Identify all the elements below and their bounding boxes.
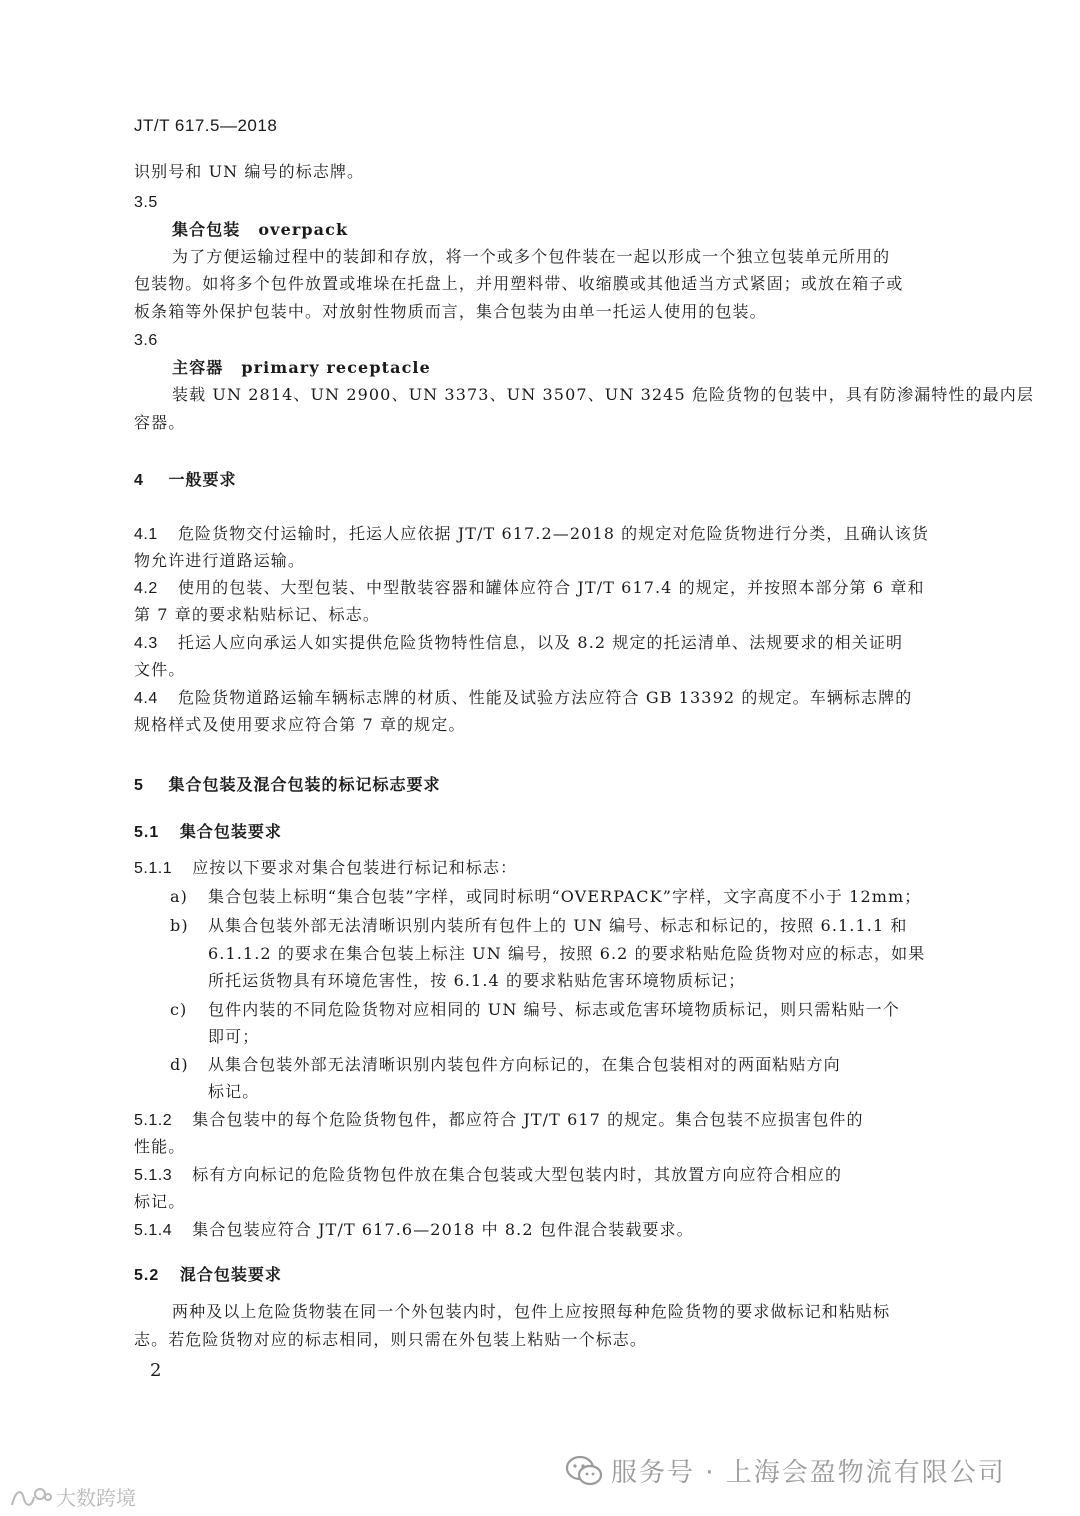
clause-line [134, 1163, 842, 1188]
text-line: 即可； [208, 1027, 260, 1046]
section-number: 4 [134, 472, 144, 489]
section-title: 集合包装要求 [179, 822, 282, 841]
list-marker: b) [170, 916, 189, 935]
text-line: 志。若危险货物对应的标志相同，则只需在外包装上粘贴一个标志。 [134, 1330, 648, 1349]
term-english: primary receptacle [241, 358, 431, 377]
clause-text: 集合包装应符合 JT/T 617.6—2018 中 8.2 包件混合装载要求。 [192, 1220, 694, 1239]
clause-text: 应按以下要求对集合包装进行标记和标志： [192, 858, 518, 877]
text-line: 板条箱等外保护包装中。对放射性物质而言，集合包装为由单一托运人使用的包装。 [134, 302, 767, 321]
list-item [170, 914, 908, 938]
clause-number: 5.1.1 [134, 860, 173, 877]
section-number: 5 [134, 777, 144, 794]
term-title [172, 218, 348, 242]
clause-text: 集合包装中的每个危险货物包件，都应符合 JT/T 617 的规定。集合包装不应损害包件的 [192, 1110, 864, 1129]
clause-number: 3.5 [134, 194, 158, 211]
section-title: 集合包装及混合包装的标记标志要求 [168, 775, 441, 794]
clause-number: 4.4 [134, 690, 158, 707]
list-marker: d) [170, 1055, 189, 1074]
text-line: 两种及以上危险货物装在同一个外包装内时，包件上应按照每种危险货物的要求做标记和粘贴标 [172, 1302, 891, 1321]
list-marker: c) [170, 1000, 188, 1019]
text-line: 标记。 [134, 1192, 186, 1211]
subsection-heading [134, 819, 282, 842]
standard-code: JT/T 617.5—2018 [134, 116, 278, 135]
text-line: 为了方便运输过程中的装卸和存放，将一个或多个包件装在一起以形成一个独立包装单元所用的 [172, 247, 891, 266]
text-line: 文件。 [134, 660, 186, 679]
brand-logo-icon [8, 1485, 52, 1509]
text-line: 物允许进行道路运输。 [134, 551, 306, 570]
section-title: 混合包装要求 [179, 1265, 282, 1284]
section-title: 一般要求 [168, 470, 237, 489]
clause-number: 4.2 [134, 580, 158, 597]
text-line: 第 7 章的要求粘贴标记、标志。 [134, 605, 380, 624]
section-number: 5.2 [134, 1267, 160, 1284]
text-line: 包装物。如将多个包件放置或堆垛在托盘上，并用塑料带、收缩膜或其他适当方式紧固；或放在箱子或 [134, 274, 904, 293]
clause-number: 3.6 [134, 332, 158, 349]
clause-number: 5.1.2 [134, 1112, 173, 1129]
text-line: 容器。 [134, 413, 186, 432]
page-number: 2 [150, 1360, 162, 1381]
list-marker: a) [170, 887, 188, 906]
clause-text: 危险货物道路运输车辆标志牌的材质、性能及试验方法应符合 GB 13392 的规定。车辆标志牌的 [177, 688, 913, 707]
watermark-brand-text: 大数跨境 [56, 1486, 136, 1510]
term-chinese: 集合包装 [172, 220, 241, 239]
clause-text: 危险货物交付运输时，托运人应依据 JT/T 617.2—2018 的规定对危险货物进行分类，且确认该货 [177, 524, 929, 543]
list-item [170, 1053, 841, 1077]
watermark-brand [8, 1482, 136, 1511]
clause-text: 标有方向标记的危险货物包件放在集合包装或大型包装内时，其放置方向应符合相应的 [192, 1165, 843, 1184]
list-text: 从集合包装外部无法清晰识别内装所有包件上的 UN 编号、标志和标记的，按照 6.1.1.1 和 [208, 916, 908, 935]
clause-line [134, 856, 517, 881]
clause-line [134, 576, 925, 601]
clause-text: 托运人应向承运人如实提供危险货物特性信息，以及 8.2 规定的托运清单、法规要求的相关证明 [177, 633, 904, 652]
text-line: 所托运货物具有环境危害性，按 6.1.4 的要求粘贴危害环境物质标记； [208, 971, 746, 990]
subsection-heading [134, 1262, 282, 1285]
clause-number: 4.3 [134, 635, 158, 652]
section-heading [134, 772, 441, 795]
section-heading [134, 467, 237, 490]
clause-line [134, 522, 929, 547]
clause-line [134, 631, 903, 656]
term-title [172, 356, 431, 380]
text-line: 装载 UN 2814、UN 2900、UN 3373、UN 3507、UN 3245 危险货物的包装中，具有防渗漏特性的最内层 [172, 385, 1034, 404]
text-line: 6.1.1.2 的要求在集合包装上标注 UN 编号，按照 6.2 的要求粘贴危险货物对应的标志，如果 [208, 944, 926, 963]
clause-line [134, 1218, 694, 1243]
watermark-account-text: 服务号 · 上海会盈物流有限公司 [611, 1458, 1006, 1488]
term-english: overpack [258, 220, 349, 239]
term-chinese: 主容器 [172, 358, 224, 377]
wechat-icon [565, 1455, 603, 1487]
text-line: 识别号和 UN 编号的标志牌。 [134, 162, 365, 181]
watermark-account [565, 1452, 1006, 1489]
text-line: 性能。 [134, 1137, 186, 1156]
clause-text: 使用的包装、大型包装、中型散装容器和罐体应符合 JT/T 617.4 的规定，并按照本部分第 6 章和 [177, 578, 925, 597]
list-text: 包件内装的不同危险货物对应相同的 UN 编号、标志或危害环境物质标记，则只需粘贴一个 [208, 1000, 900, 1019]
clause-line [134, 1108, 864, 1133]
clause-number: 4.1 [134, 526, 158, 543]
text-line: 规格样式及使用要求应符合第 7 章的规定。 [134, 715, 466, 734]
section-number: 5.1 [134, 824, 160, 841]
text-line: 标记。 [208, 1082, 260, 1101]
list-item [170, 885, 921, 909]
clause-number: 5.1.3 [134, 1167, 173, 1184]
list-text: 集合包装上标明“集合包装”字样，或同时标明“OVERPACK”字样，文字高度不小于 12mm； [208, 887, 922, 906]
clause-number: 5.1.4 [134, 1222, 173, 1239]
list-item [170, 998, 900, 1022]
clause-line [134, 686, 912, 711]
list-text: 从集合包装外部无法清晰识别内装包件方向标记的，在集合包装相对的两面粘贴方向 [208, 1055, 841, 1074]
